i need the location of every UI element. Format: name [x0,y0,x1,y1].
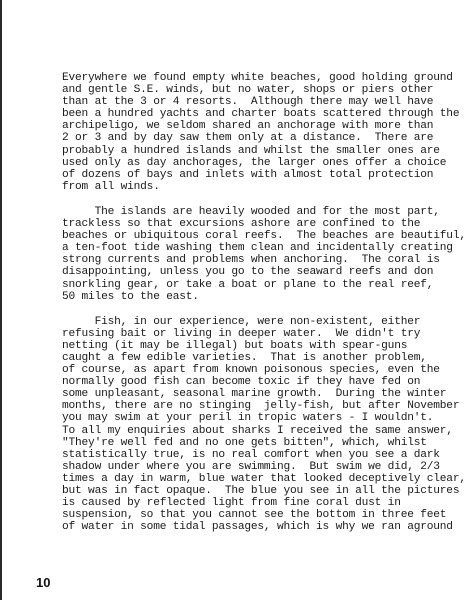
text-line: To all my enquiries about sharks I received the same answer, [62,424,453,437]
text-line: than at the 3 or 4 resorts. Although there may well have [62,96,434,109]
text-line: disappointing, unless you go to the seaward reefs and don [62,266,434,279]
paragraph [62,316,470,534]
text-line: beaches or ubiquitous coral reefs. The beaches are beautiful, [62,230,466,243]
page-number: 10 [36,575,51,590]
body-text [62,72,470,533]
text-line: archipeligo, we seldom shared an anchorage with more than [62,120,434,133]
text-line: probably a hundred islands and whilst the smaller ones are [62,144,440,157]
text-line: 2 or 3 and by day saw them only at a distance. There are [62,132,434,145]
text-line: netting (it may be illegal) but boats with spear-guns [62,339,408,352]
text-line: Fish, in our experience, were non-existent, either [62,315,421,328]
paragraph [62,72,470,193]
paragraph-gap [62,303,470,316]
text-line: you may swim at your peril in tropic waters - I wouldn't. [62,412,434,425]
text-line: some unpleasant, seasonal marine growth. During the winter [62,388,447,401]
text-line: of dozens of bays and inlets with almost total protection [62,168,434,181]
text-line: of water in some tidal passages, which is why we ran aground [62,521,453,534]
text-line: times a day in warm, blue water that looked deceptively clear, [62,472,466,485]
text-line: Everywhere we found empty white beaches, good holding ground [62,72,453,84]
text-line: shadow under where you are swimming. But swim we did, 2/3 [62,460,440,473]
text-line: used only as day anchorages, the larger ones offer a choice [62,156,447,169]
text-line: from all winds. [62,180,160,193]
text-line: The islands are heavily wooded and for the most part, [62,205,440,218]
text-line: normally good fish can become toxic if they have fed on [62,376,421,389]
text-line: and gentle S.E. winds, but no water, shops or piers other [62,84,434,97]
paragraph-gap [62,193,470,206]
text-line: "They're well fed and no one gets bitten", which, whilst [62,436,427,449]
text-line: caught a few edible varieties. That is another problem, [62,351,427,364]
text-line: strong currents and problems when anchoring. The coral is [62,254,440,267]
text-line: of course, as apart from known poisonous species, even the [62,364,440,377]
text-line: a ten-foot tide washing them clean and incidentally creating [62,242,453,255]
text-line: been a hundred yachts and charter boats scattered through the [62,108,460,121]
text-line: snorkling gear, or take a boat or plane to the real reef, [62,278,434,291]
text-line: but was in fact opaque. The blue you see in all the pictures [62,485,460,497]
text-line: refusing bait or living in deeper water. We didn't try [62,327,421,340]
text-line: 50 miles to the east. [62,290,199,303]
text-line: suspension, so that you cannot see the bottom in three feet [62,509,447,522]
text-line: trackless so that excursions ashore are confined to the [62,218,421,231]
text-line: statistically true, is no real comfort when you see a dark [62,448,440,461]
text-line: months, there are no stinging jelly-fish, but after November [62,400,460,413]
page-edge-shadow [0,0,2,600]
text-line: is caused by reflected light from fine coral dust in [62,497,401,510]
paragraph [62,206,470,303]
